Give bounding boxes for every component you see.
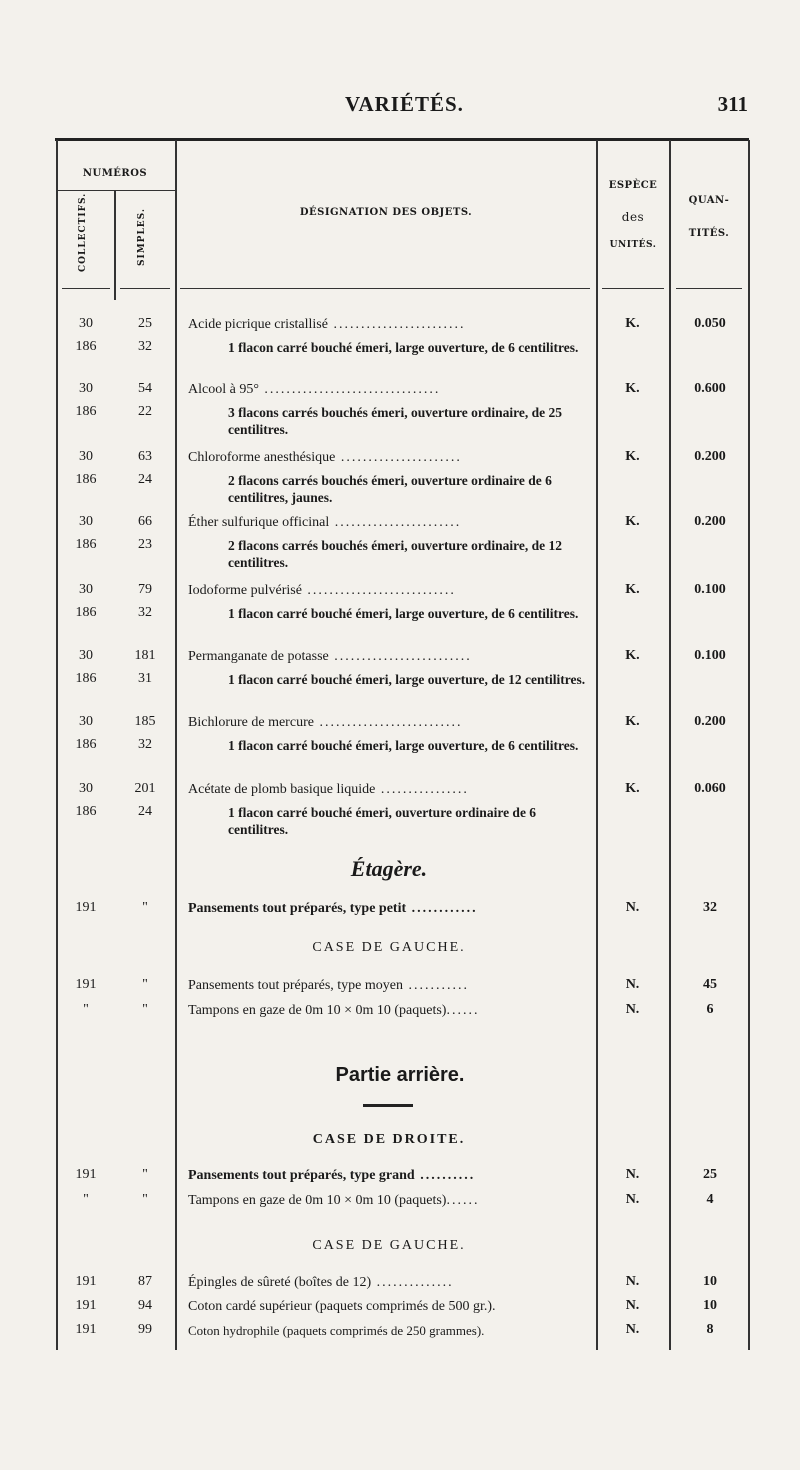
item-designation: Tampons en gaze de 0m 10 × 0m 10 (paquets)...... [188, 1003, 480, 1018]
item-packaging: 1 flacon carré bouché émeri, large ouverture, de 6 centilitres. [228, 340, 579, 355]
col-divider-quantites [669, 140, 671, 1350]
simple-number: 32 [138, 339, 152, 354]
col-divider-right [748, 140, 750, 1350]
collectifs-header: COLLECTIFS. [78, 192, 88, 272]
unit-kind: K. [625, 714, 640, 729]
simple-number: 23 [138, 537, 152, 552]
quantity: 10 [703, 1274, 717, 1289]
collectif-number: 186 [75, 605, 97, 620]
unit-kind: N. [625, 900, 640, 915]
simple-number: 99 [138, 1322, 152, 1337]
page-number: 311 [717, 92, 748, 116]
item-packaging: 1 flacon carré bouché émeri, large ouverture, de 12 centilitres. [228, 672, 586, 687]
unit-kind: K. [625, 781, 640, 796]
simple-number: 22 [138, 404, 152, 419]
col-divider-espece [596, 140, 598, 1350]
item-designation: Acétate de plomb basique liquide ................ [188, 782, 469, 797]
unit-kind: K. [625, 449, 640, 464]
collectif-number: 30 [79, 381, 93, 396]
page-header [0, 92, 800, 122]
item-packaging: 1 flacon carré bouché émeri, ouverture ordinaire de 6 centilitres. [228, 805, 537, 837]
item-designation: Tampons en gaze de 0m 10 × 0m 10 (paquets)...... [188, 1193, 480, 1208]
collectif-number: 186 [75, 671, 97, 686]
collectif-number: 191 [75, 1322, 97, 1337]
item-designation: Pansements tout préparés, type petit ............ [188, 901, 478, 916]
item-packaging: 3 flacons carrés bouchés émeri, ouverture ordinaire, de 25 centilitres. [228, 405, 562, 437]
unit-kind: N. [625, 1192, 640, 1207]
header-bottom-rule [676, 288, 742, 289]
simple-number: " [142, 1167, 148, 1182]
simple-number: 201 [134, 781, 156, 796]
unit-kind: K. [625, 648, 640, 663]
header-bottom-rule [602, 288, 664, 289]
collectif-number: " [83, 1002, 89, 1017]
item-designation: Alcool à 95° ................................ [188, 382, 441, 397]
item-packaging: 1 flacon carré bouché émeri, large ouverture, de 6 centilitres. [228, 606, 579, 621]
quantity: 0.200 [694, 449, 726, 464]
item-packaging: 2 flacons carrés bouchés émeri, ouverture ordinaire, de 12 centilitres. [228, 538, 562, 570]
simple-number: 63 [138, 449, 152, 464]
item-designation: Chloroforme anesthésique ...................... [188, 450, 462, 465]
simple-number: 54 [138, 381, 152, 396]
unit-kind: K. [625, 316, 640, 331]
quantity: 10 [703, 1298, 717, 1313]
collectif-number: " [83, 1192, 89, 1207]
item-designation: Iodoforme pulvérisé ........................... [188, 583, 456, 598]
espece-header-3: UNITÉS. [609, 240, 657, 250]
collectif-number: 186 [75, 804, 97, 819]
quantity: 8 [706, 1322, 714, 1337]
collectif-number: 30 [79, 781, 93, 796]
simple-number: 24 [138, 472, 152, 487]
quantity: 0.100 [694, 582, 726, 597]
simple-number: 32 [138, 737, 152, 752]
item-designation: Coton hydrophile (paquets comprimés de 250 grammes). [188, 1323, 485, 1338]
item-designation: Pansements tout préparés, type moyen ........... [188, 978, 470, 993]
item-packaging: 1 flacon carré bouché émeri, large ouverture, de 6 centilitres. [228, 738, 579, 753]
header-bottom-rule [120, 288, 170, 289]
simple-number: 94 [138, 1298, 152, 1313]
simples-header: SIMPLES. [137, 208, 147, 266]
table-top-rule [55, 138, 749, 141]
running-title: VARIÉTÉS. [345, 92, 464, 116]
collectif-number: 186 [75, 472, 97, 487]
col-divider-numeros [114, 190, 116, 300]
unit-kind: K. [625, 514, 640, 529]
simple-number: " [142, 977, 148, 992]
unit-kind: N. [625, 1298, 640, 1313]
item-designation: Éther sulfurique officinal ....................... [188, 515, 462, 530]
quantity: 0.200 [694, 714, 726, 729]
quantity: 45 [703, 977, 717, 992]
simple-number: 87 [138, 1274, 152, 1289]
section-title-case-gauche: CASE DE GAUCHE. [312, 940, 466, 955]
item-designation: Coton cardé supérieur (paquets comprimés de 500 gr.). [188, 1299, 496, 1314]
header-bottom-rule [180, 288, 590, 289]
section-title-etagere: Étagère. [350, 856, 428, 881]
simple-number: " [142, 1192, 148, 1207]
col-divider-designation [175, 140, 177, 1350]
item-designation: Bichlorure de mercure .......................... [188, 715, 463, 730]
designation-header: DÉSIGNATION DES OBJETS. [299, 207, 473, 218]
collectif-number: 186 [75, 339, 97, 354]
collectif-number: 186 [75, 537, 97, 552]
quantites-header-1: QUAN- [688, 195, 730, 206]
collectif-number: 191 [75, 1274, 97, 1289]
numeros-under-rule [56, 190, 176, 191]
unit-kind: K. [625, 582, 640, 597]
quantity: 0.200 [694, 514, 726, 529]
collectif-number: 30 [79, 582, 93, 597]
quantity: 0.600 [694, 381, 726, 396]
collectif-number: 191 [75, 977, 97, 992]
section-title-case-droite: CASE DE DROITE. [312, 1132, 466, 1147]
unit-kind: N. [625, 1274, 640, 1289]
quantity: 32 [703, 900, 717, 915]
unit-kind: N. [625, 977, 640, 992]
section-divider [363, 1104, 413, 1107]
quantity: 0.060 [694, 781, 726, 796]
espece-header-1: ESPÈCE [608, 180, 658, 191]
unit-kind: N. [625, 1002, 640, 1017]
collectif-number: 30 [79, 714, 93, 729]
unit-kind: N. [625, 1167, 640, 1182]
item-designation: Pansements tout préparés, type grand .......... [188, 1168, 476, 1183]
simple-number: " [142, 900, 148, 915]
item-designation: Permanganate de potasse ......................... [188, 649, 472, 664]
collectif-number: 30 [79, 514, 93, 529]
collectif-number: 191 [75, 1298, 97, 1313]
quantity: 4 [706, 1192, 714, 1207]
collectif-number: 191 [75, 900, 97, 915]
simple-number: 66 [138, 514, 152, 529]
collectif-number: 191 [75, 1167, 97, 1182]
collectif-number: 30 [79, 316, 93, 331]
collectif-number: 30 [79, 449, 93, 464]
quantity: 25 [703, 1167, 717, 1182]
unit-kind: K. [625, 381, 640, 396]
quantity: 0.050 [694, 316, 726, 331]
simple-number: 181 [134, 648, 156, 663]
simple-number: 31 [138, 671, 152, 686]
collectif-number: 186 [75, 404, 97, 419]
unit-kind: N. [625, 1322, 640, 1337]
quantites-header-2: TITÉS. [688, 228, 730, 239]
simple-number: 185 [134, 714, 156, 729]
header-bottom-rule [62, 288, 110, 289]
simple-number: 32 [138, 605, 152, 620]
quantity: 6 [706, 1002, 714, 1017]
section-title-case-gauche: CASE DE GAUCHE. [312, 1238, 466, 1253]
item-packaging: 2 flacons carrés bouchés émeri, ouverture ordinaire de 6 centilitres, jaunes. [228, 473, 552, 505]
simple-number: 25 [138, 316, 152, 331]
simple-number: " [142, 1002, 148, 1017]
numeros-header: NUMÉROS [82, 168, 148, 179]
section-title-partie-arriere: Partie arrière. [335, 1064, 465, 1086]
collectif-number: 30 [79, 648, 93, 663]
item-designation: Acide picrique cristallisé ........................ [188, 317, 466, 332]
espece-header-2: des [621, 210, 645, 224]
item-designation: Épingles de sûreté (boîtes de 12) .............. [188, 1275, 454, 1290]
quantity: 0.100 [694, 648, 726, 663]
simple-number: 79 [138, 582, 152, 597]
collectif-number: 186 [75, 737, 97, 752]
simple-number: 24 [138, 804, 152, 819]
